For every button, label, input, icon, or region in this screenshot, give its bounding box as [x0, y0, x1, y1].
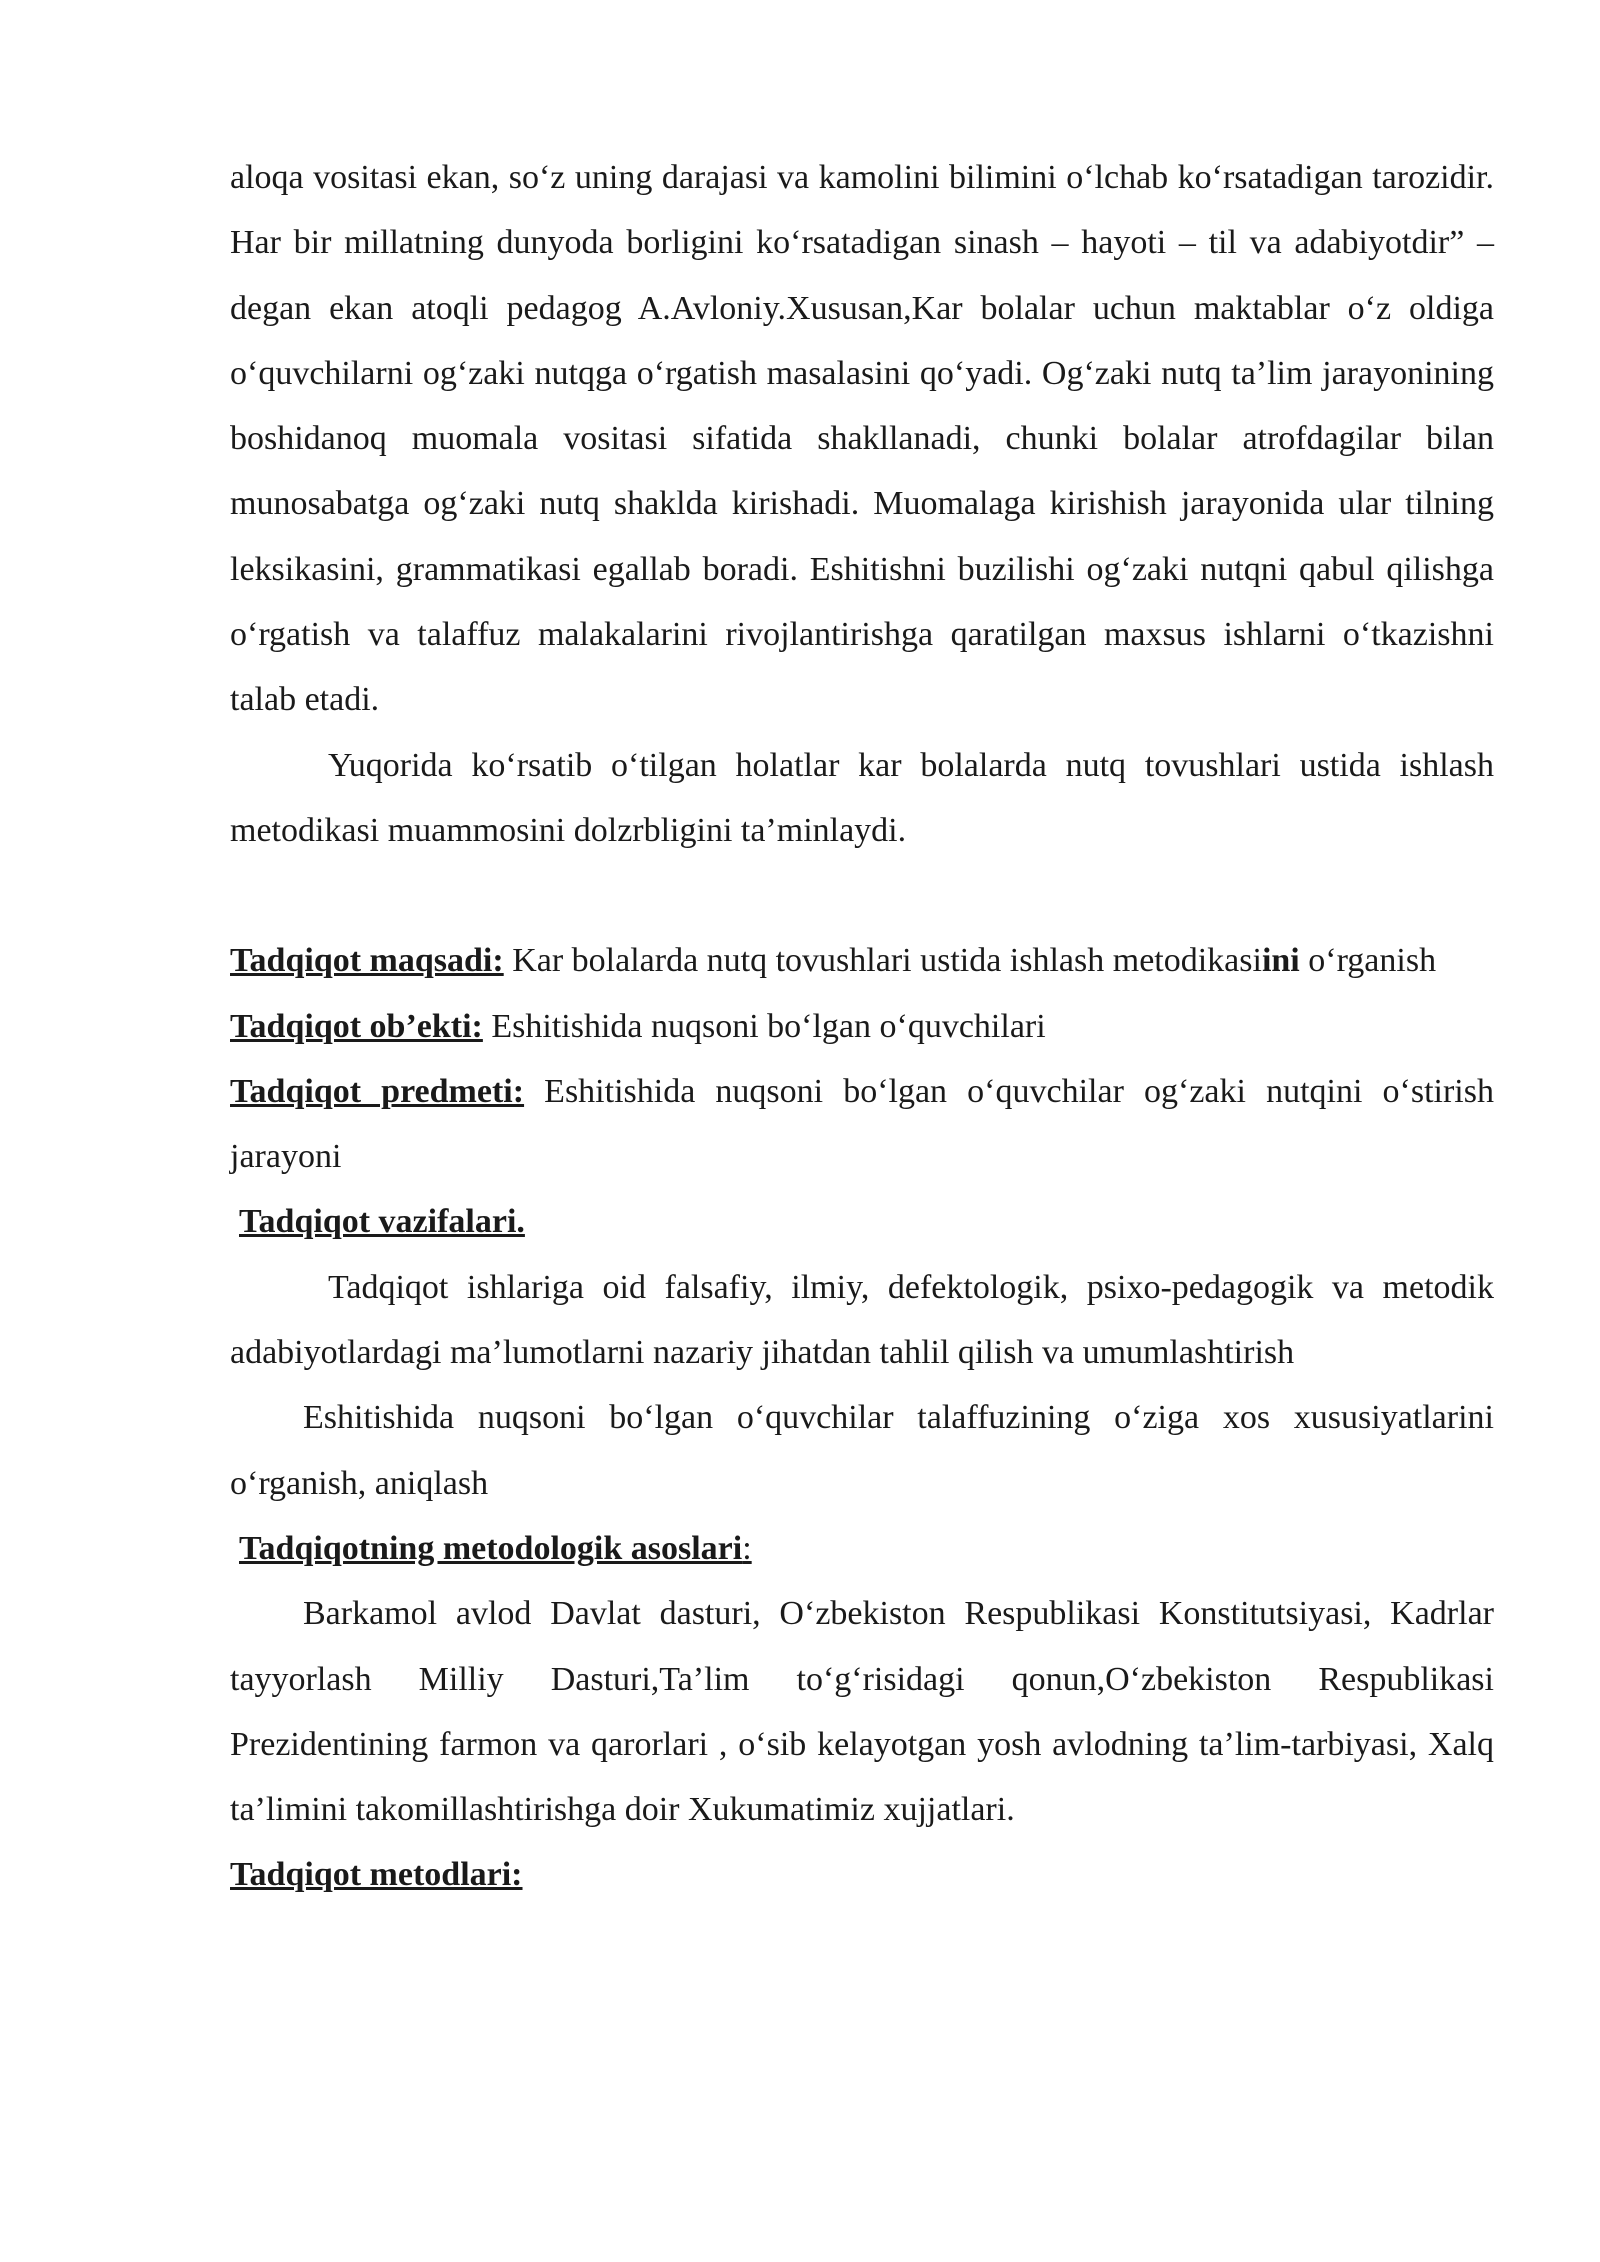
- research-tasks-heading: Tadqiqot vazifalari.: [239, 1203, 525, 1241]
- paragraph-spacer: [230, 863, 1494, 928]
- research-goal-text: Kar bolalarda nutq tovushlari ustida ishlash metodikasi: [503, 942, 1262, 980]
- intro-paragraph-2: Yuqorida ko‘rsatib o‘tilgan holatlar kar bolalarda nutq tovushlari ustida ishlash metodikasi muammosini dolzrbligini ta’minlaydi.: [230, 746, 1494, 849]
- research-methods: [230, 1842, 1494, 1907]
- research-goal-label: Tadqiqot maqsadi:: [230, 942, 504, 980]
- research-goal-text-bold: ini: [1261, 942, 1300, 980]
- research-object-label: Tadqiqot ob’ekti:: [230, 1007, 483, 1045]
- research-tasks-heading-line: [230, 1189, 1494, 1254]
- research-object: [230, 994, 1494, 1059]
- research-subject-label: Tadqiqot predmeti:: [230, 1072, 525, 1110]
- research-goal: [230, 928, 1494, 993]
- research-methods-label: Tadqiqot metodlari:: [230, 1856, 523, 1894]
- methodology-heading-colon: :: [742, 1529, 752, 1567]
- research-subject-text: Eshitishida nuqsoni bo‘lgan o‘quvchilar og‘zaki nutqini o‘stirish jarayoni: [230, 1072, 1494, 1176]
- document-page: [230, 145, 1494, 1908]
- research-goal-text-end: o‘rganish: [1299, 942, 1437, 980]
- intro-paragraph-1: aloqa vositasi ekan, so‘z uning darajasi va kamolini bilimini o‘lchab ko‘rsatadigan tarozidir. Har bir millatning dunyoda borligini ko‘rsatadigan sinash – hayoti – til va adabiyotdir” – degan ekan atoqli pedagog A.Avloniy.Xususan,Kar bolalar uchun maktablar o‘z oldiga o‘quvchilarni og‘zaki nutqga o‘rgatish masalasini qo‘yadi. Og‘zaki nutq ta’lim jarayonining boshidanoq muomala vositasi sifatida shakllanadi, chunki bolalar atrofdagilar bilan munosabatga og‘zaki nutq shaklda kirishadi. Muomalaga kirishish jarayonida ular tilning leksikasini, grammatikasi egallab boradi. Eshitishni buzilishi og‘zaki nutqni qabul qilishga o‘rgatish va talaffuz malakalarini rivojlantirishga qaratilgan maxsus ishlarni o‘tkazishni talab etadi.: [230, 159, 1494, 719]
- methodology-heading-line: [230, 1516, 1494, 1581]
- research-task-1: Tadqiqot ishlariga oid falsafiy, ilmiy, defektologik, psixo-pedagogik va metodik adabiyotlardagi ma’lumotlarni nazariy jihatdan tahlil qilish va umumlashtirish: [230, 1268, 1494, 1372]
- methodology-text: Barkamol avlod Davlat dasturi, O‘zbekiston Respublikasi Konstitutsiyasi, Kadrlar tayyorlash Milliy Dasturi,Ta’lim to‘g‘risidagi qonun,O‘zbekiston Respublikasi Prezidentining farmon va qarorlari , o‘sib kelayotgan yosh avlodning ta’lim-tarbiyasi, Xalq ta’limini takomillashtirishga doir Xukumatimiz xujjatlari.: [230, 1595, 1494, 1829]
- research-task-2: Eshitishida nuqsoni bo‘lgan o‘quvchilar talaffuzining o‘ziga xos xususiyatlarini o‘rganish, aniqlash: [230, 1399, 1494, 1502]
- research-object-text: Eshitishida nuqsoni bo‘lgan o‘quvchilari: [482, 1007, 1046, 1045]
- research-subject: [230, 1059, 1494, 1190]
- methodology-heading: Tadqiqotning metodologik asoslari: [239, 1529, 743, 1567]
